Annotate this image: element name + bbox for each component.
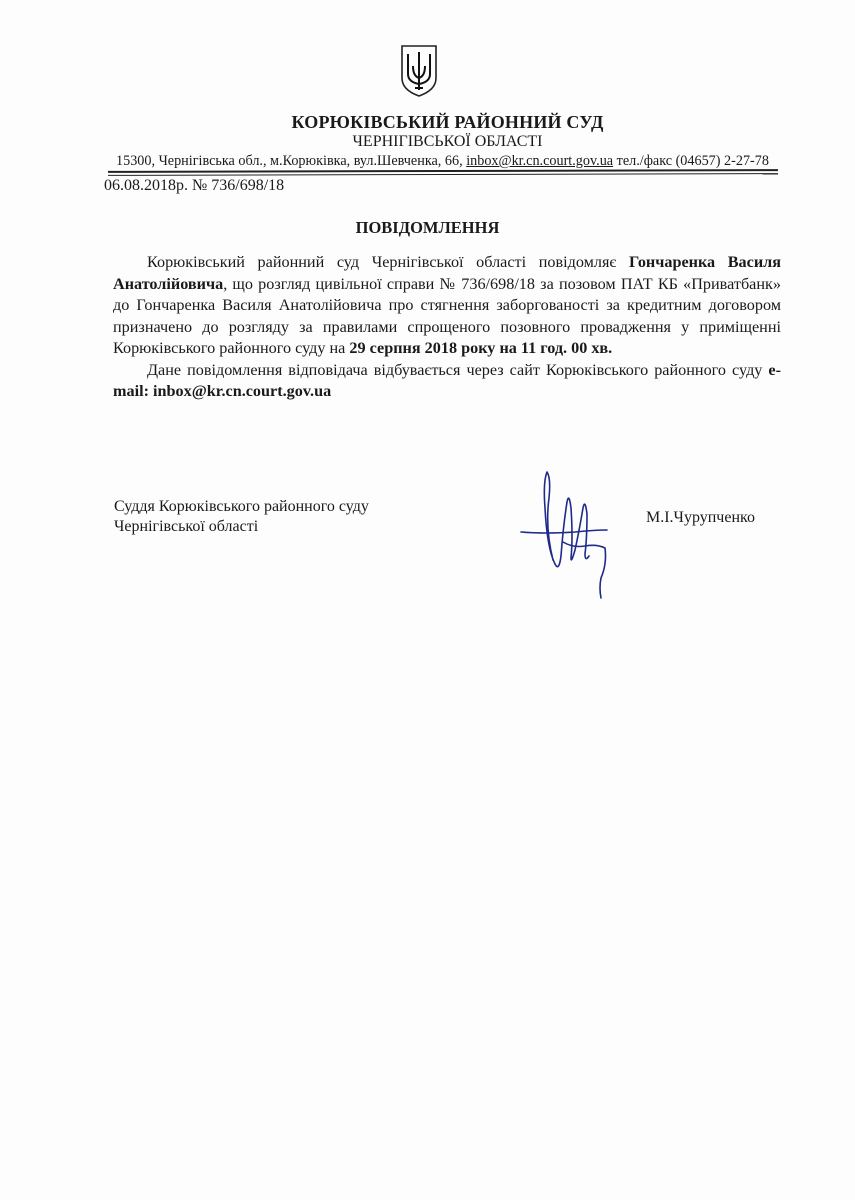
header-rule-thick	[108, 169, 778, 173]
handwritten-signature	[515, 468, 615, 608]
defendant-name: Гончаренка Василя Анатолійовича	[113, 253, 781, 293]
trident-emblem-icon	[400, 44, 438, 98]
judge-position-line-1: Суддя Корюківського районного суду	[114, 498, 369, 515]
notice-email: e-mail: inbox@kr.cn.court.gov.ua	[113, 360, 781, 400]
judge-position-line-2: Чернігівської області	[114, 518, 259, 535]
address-prefix: 15300, Чернігівська обл., м.Корюківка, вул.Шевченка, 66,	[116, 153, 467, 169]
address-phone: тел./факс (04657) 2-27-78	[613, 153, 769, 169]
date-and-case-number: 06.08.2018р. № 736/698/18	[104, 177, 285, 194]
header-rule-thin	[108, 173, 778, 176]
hearing-datetime: 29 серпня 2018 року на 11 год. 00 хв.	[349, 339, 613, 357]
judge-name: М.І.Чурупченко	[646, 509, 755, 526]
p1-text-a: Корюківський районний суд Чернігівської області повідомляє	[147, 253, 629, 271]
court-name: КОРЮКІВСЬКИЙ РАЙОННИЙ СУД	[291, 112, 604, 132]
p2-text-a: Дане повідомлення відповідача відбувається через сайт Корюківського районного суду	[147, 360, 769, 379]
court-email-link[interactable]: inbox@kr.cn.court.gov.ua	[466, 153, 614, 169]
notice-paragraph-1	[113, 252, 781, 360]
court-address	[116, 153, 781, 170]
p1-text-c: , що розгляд цивільної справи № 736/698/18 за позовом ПАТ КБ «Приватбанк» до Гончаренка Василя Анатолійовича про стягнення заборгованості за кредитним договором призначено до розгляду за правилами спрощеного позовного провадження у приміщенні Корюківського районного суду на	[113, 274, 781, 357]
document-title: ПОВІДОМЛЕННЯ	[355, 218, 500, 237]
judge-position	[114, 497, 369, 537]
court-region: ЧЕРНІГІВСЬКОЇ ОБЛАСТІ	[352, 133, 543, 150]
notice-body	[113, 252, 781, 403]
notice-paragraph-2	[113, 360, 781, 403]
